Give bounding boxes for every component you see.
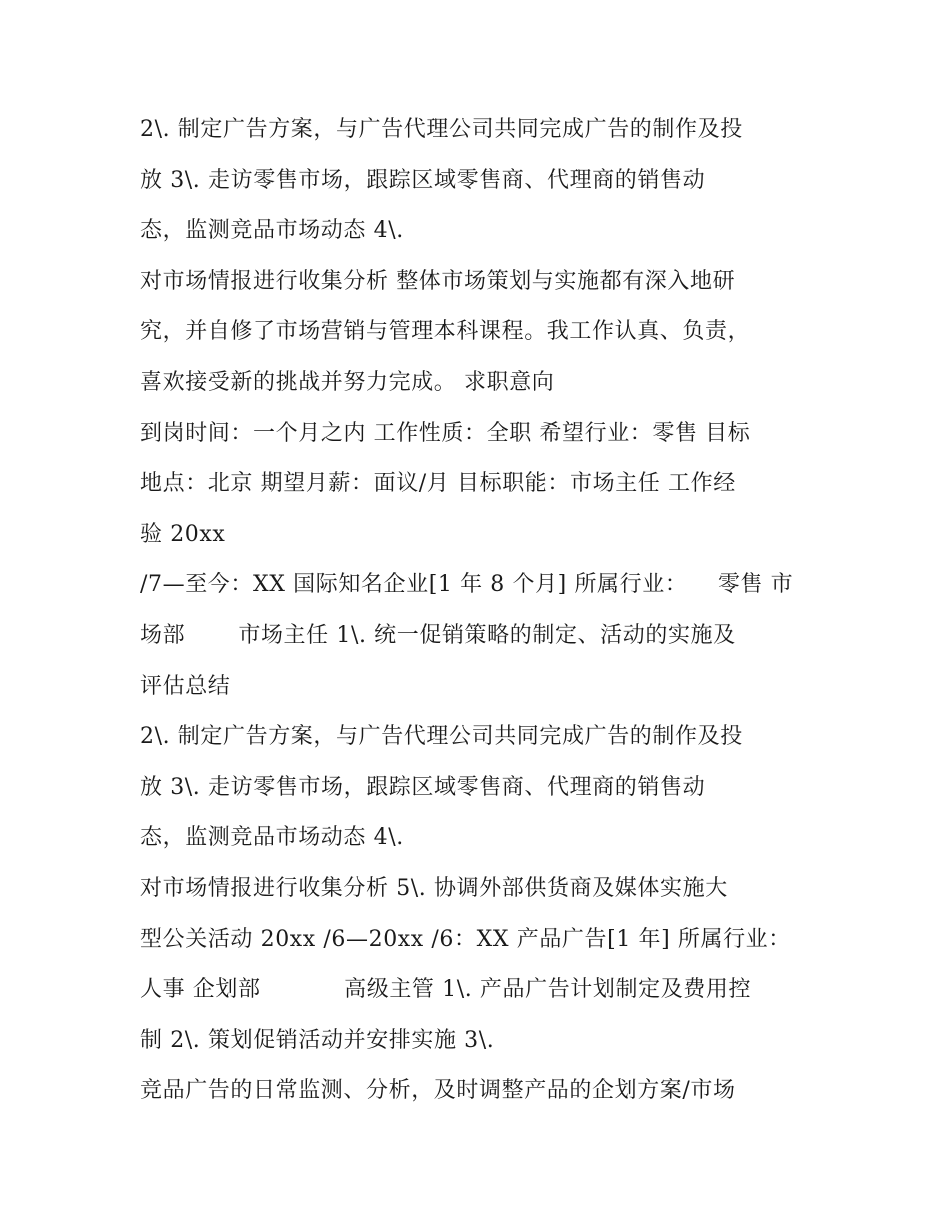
- text-line: 人事 企划部 高级主管 1\. 产品广告计划制定及费用控: [140, 977, 752, 1003]
- text-line: 喜欢接受新的挑战并努力完成。 求职意向: [140, 369, 555, 395]
- text-line: 放 3\. 走访零售市场，跟踪区域零售商、代理商的销售动: [140, 167, 706, 193]
- document-body: [140, 110, 820, 1122]
- text-line: 放 3\. 走访零售市场，跟踪区域零售商、代理商的销售动: [140, 774, 706, 800]
- text-line: 场部 市场主任 1\. 统一促销策略的制定、活动的实施及: [140, 622, 736, 648]
- text-line: 对市场情报进行收集分析 5\. 协调外部供货商及媒体实施大: [140, 875, 728, 901]
- text-line: 型公关活动 20xx /6—20xx /6：XX 产品广告[1 年] 所属行业：: [140, 926, 791, 952]
- text-line: 地点：北京 期望月薪：面议/月 目标职能：市场主任 工作经: [140, 471, 736, 497]
- text-line: /7—至今：XX 国际知名企业[1 年 8 个月] 所属行业： 零售 市: [140, 572, 794, 598]
- text-line: 态，监测竞品市场动态 4\.: [140, 218, 404, 244]
- text-line: 究，并自修了市场营销与管理本科课程。我工作认真、负责，: [140, 319, 751, 345]
- text-line: 竞品广告的日常监测、分析，及时调整产品的企划方案/市场: [140, 1078, 736, 1104]
- text-line: 验 20xx: [140, 521, 226, 547]
- text-line: 评估总结: [140, 673, 231, 699]
- text-line: 态，监测竞品市场动态 4\.: [140, 825, 404, 851]
- text-line: 到岗时间：一个月之内 工作性质：全职 希望行业：零售 目标: [140, 420, 751, 446]
- text-line: 2\. 制定广告方案，与广告代理公司共同完成广告的制作及投: [140, 724, 743, 750]
- text-line: 2\. 制定广告方案，与广告代理公司共同完成广告的制作及投: [140, 117, 743, 142]
- text-line: 制 2\. 策划促销活动并安排实施 3\.: [140, 1027, 495, 1053]
- text-line: 对市场情报进行收集分析 整体市场策划与实施都有深入地研: [140, 268, 736, 294]
